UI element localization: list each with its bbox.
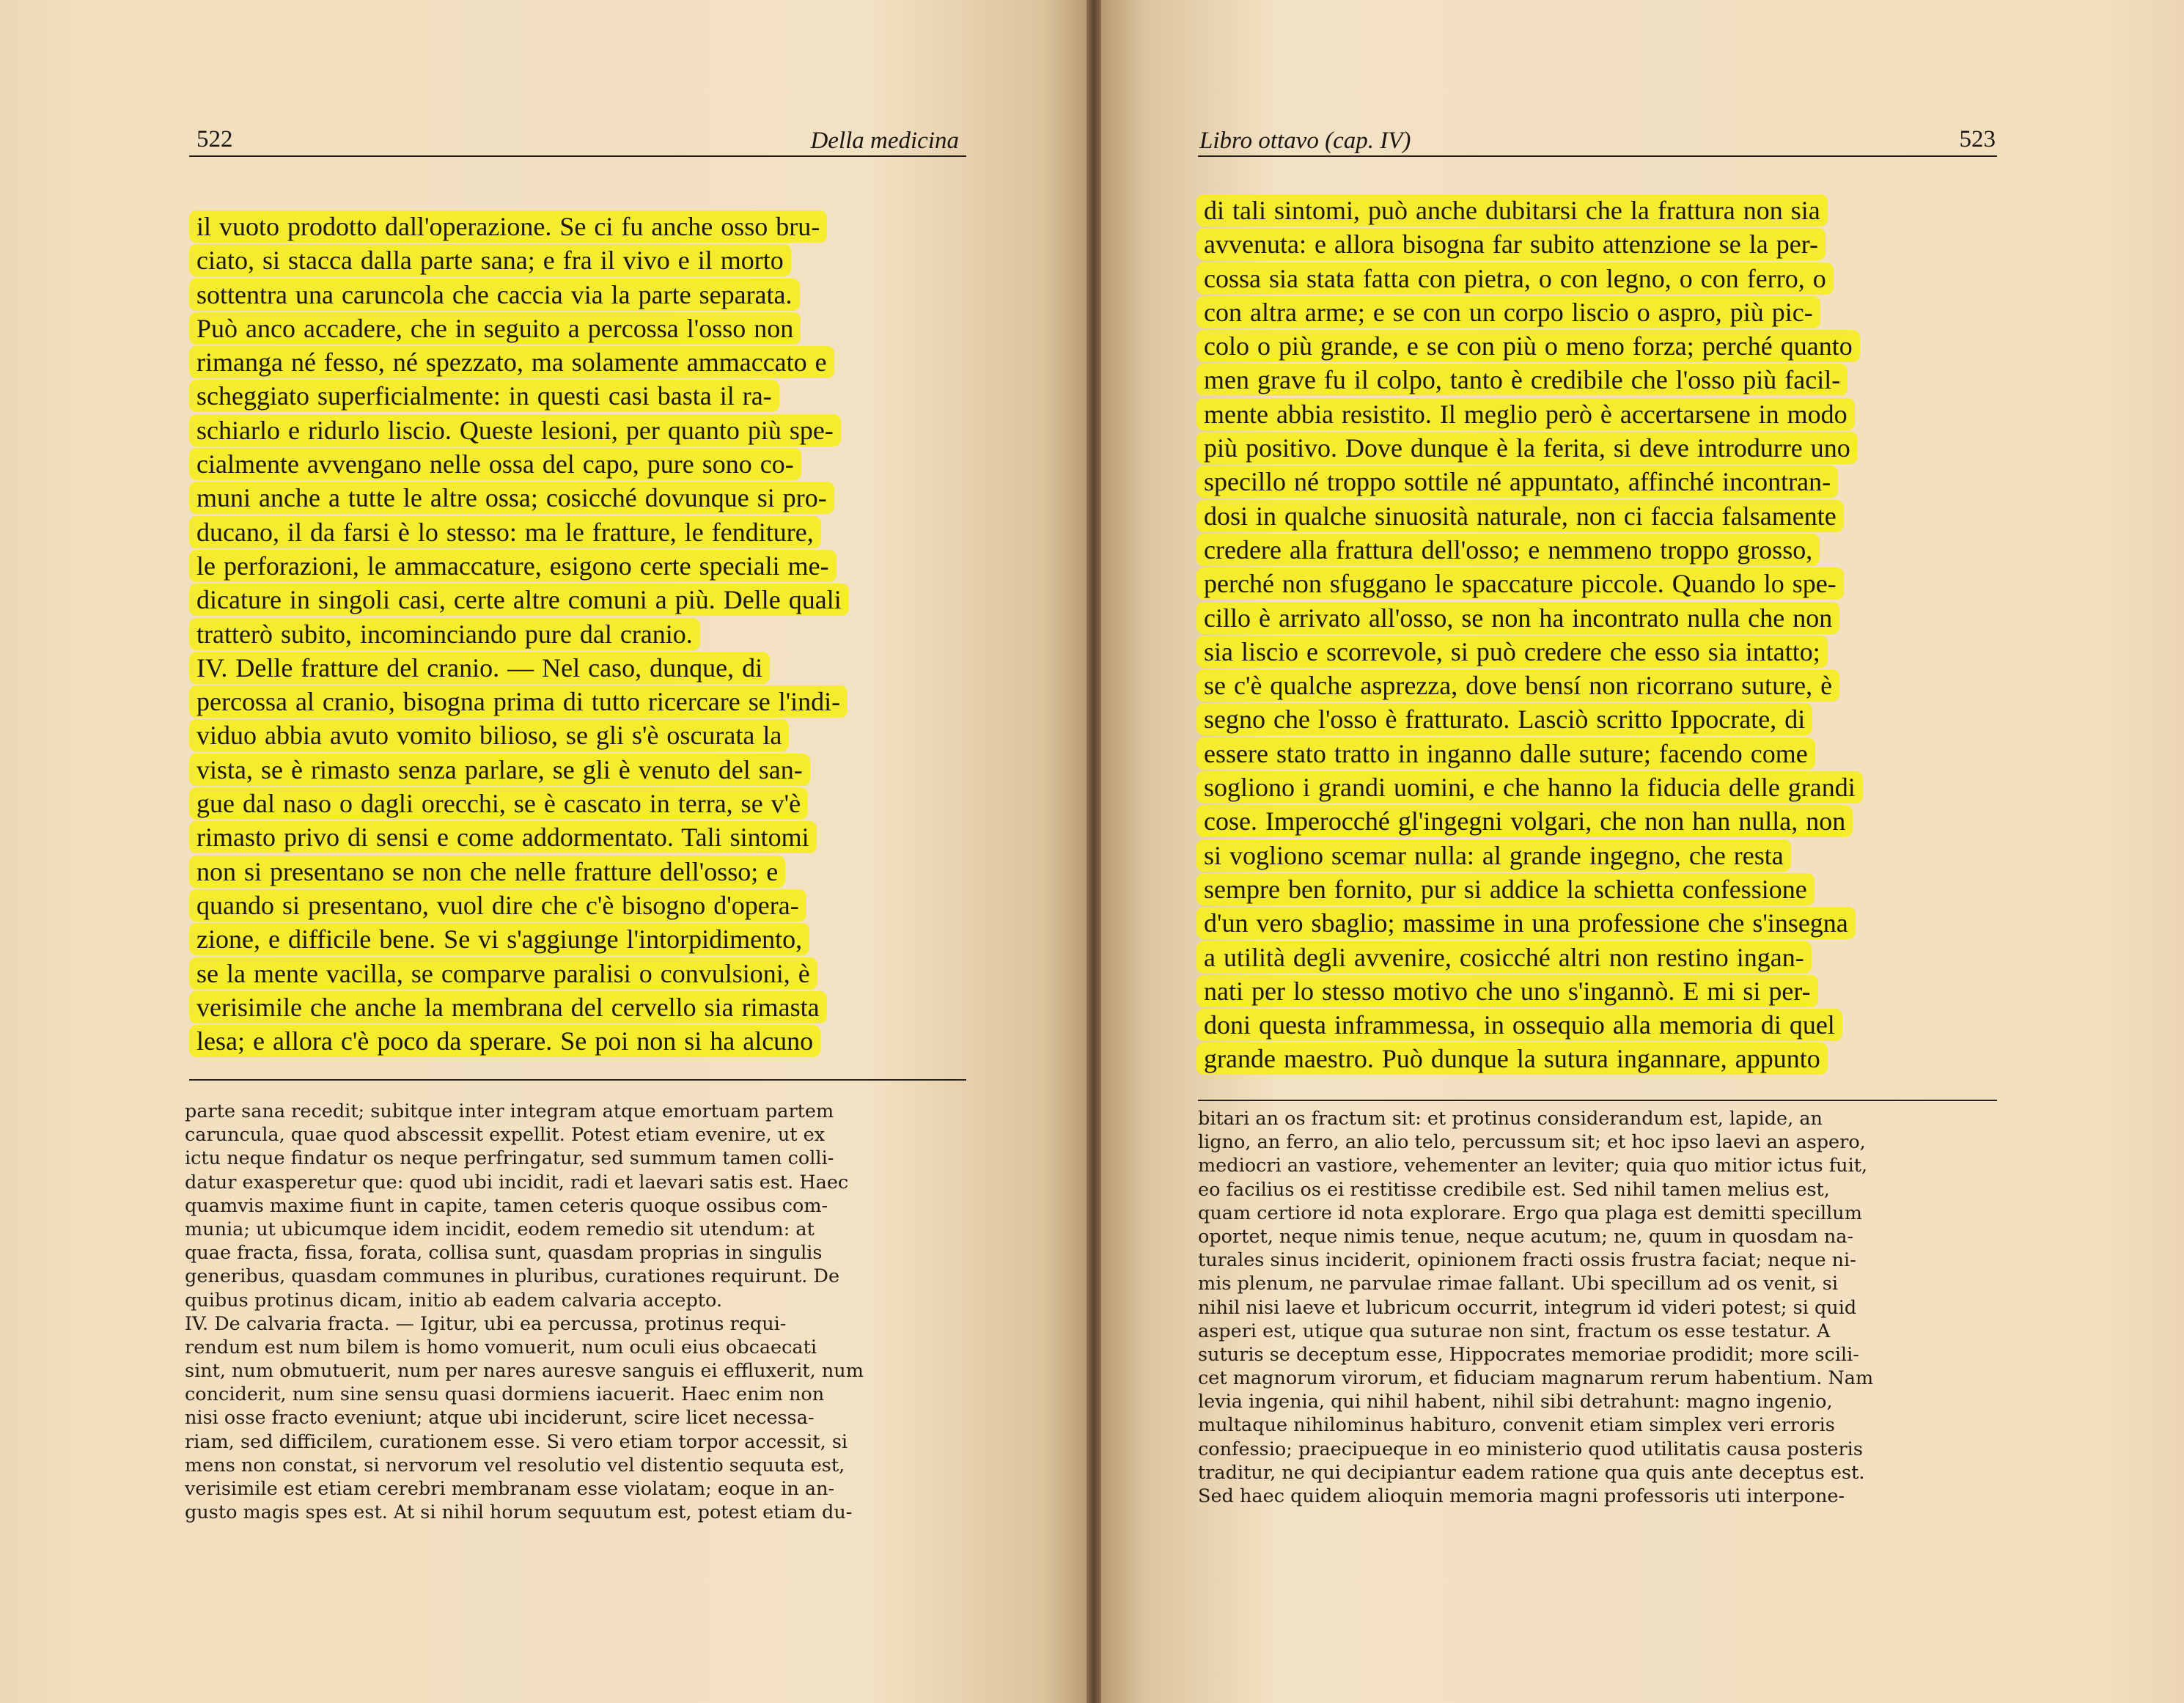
text-line — [1196, 1008, 1999, 1042]
text-line — [1196, 872, 1999, 906]
text-line — [189, 583, 966, 617]
text-line — [1196, 397, 1999, 431]
text-line — [1196, 1042, 1999, 1075]
text-line — [189, 1024, 966, 1058]
highlighted-text: nati per lo stesso motivo che uno s'ingannò. E mi si per- — [1196, 975, 1818, 1007]
book-gutter — [1087, 0, 1101, 1703]
highlighted-text: sia liscio e scorrevole, si può credere che esso sia intatto; — [1196, 636, 1828, 668]
highlighted-text: doni questa inframmessa, in ossequio alla memoria di quel — [1196, 1009, 1842, 1041]
highlighted-text: ciato, si stacca dalla parte sana; e fra il vivo e il morto — [189, 244, 791, 276]
text-line — [1196, 702, 1999, 736]
highlighted-text: sottentra una caruncola che caccia via la parte separata. — [189, 279, 800, 311]
page-number: 522 — [196, 126, 233, 152]
highlighted-text: dicature in singoli casi, certe altre comuni a più. Delle quali — [189, 584, 849, 616]
text-line — [189, 210, 966, 243]
highlighted-text: percossa al cranio, bisogna prima di tutto ricercare se l'indi- — [189, 685, 848, 718]
footnote-line: quibus protinus dicam, initio ab eadem calvaria accepto. — [185, 1289, 723, 1312]
text-line — [189, 753, 966, 787]
footnote-rule — [189, 1079, 966, 1081]
text-line — [189, 345, 966, 379]
footnote-line: conciderit, num sine sensu quasi dormiens iacuerit. Haec enim non — [185, 1383, 825, 1406]
footnote-line: riam, sed difficilem, curationem esse. Si vero etiam torpor accessit, si — [185, 1430, 848, 1453]
text-line — [1196, 431, 1999, 465]
text-line — [1196, 974, 1999, 1008]
highlighted-text: sogliono i grandi uomini, e che hanno la fiducia delle grandi — [1196, 771, 1863, 803]
text-line — [1196, 465, 1999, 499]
footnote-line: mens non constat, si nervorum vel resolutio vel distentio sequuta est, — [185, 1454, 845, 1476]
footnote-line: asperi est, utique qua suturae non sint, fractum os esse testatur. A — [1198, 1320, 1831, 1342]
right-page-header — [1198, 126, 1997, 157]
left-page-header — [189, 126, 966, 157]
text-line — [1196, 295, 1999, 329]
highlighted-text: cillo è arrivato all'osso, se non ha incontrato nulla che non — [1196, 602, 1839, 634]
highlighted-text: specillo né troppo sottile né appuntato, affinché incontran- — [1196, 466, 1838, 498]
highlighted-text: colo o più grande, e se con più o meno forza; perché quanto — [1196, 330, 1860, 362]
footnote-line: nisi osse fracto eveniunt; atque ubi inciderunt, scire licet necessa- — [185, 1407, 815, 1430]
highlighted-text: lesa; e allora c'è poco da sperare. Se poi non si ha alcuno — [189, 1025, 820, 1057]
footnote-line: quae fracta, fissa, forata, collisa sunt, quasdam proprias in singulis — [185, 1242, 823, 1265]
text-line — [1196, 804, 1999, 838]
highlighted-text: cialmente avvengano nelle ossa del capo, pure sono co- — [189, 448, 801, 480]
highlighted-text: muni anche a tutte le altre ossa; cosicché dovunque si pro- — [189, 482, 834, 514]
footnote-line: mediocri an vastiore, vehementer an leviter; quia quo mitior ictus fuit, — [1198, 1155, 1868, 1177]
footnote-line: verisimile est etiam cerebri membranam esse violatam; eoque in an- — [185, 1478, 835, 1500]
highlighted-text: tratterò subito, incominciando pure dal cranio. — [189, 618, 700, 650]
left-main-text — [189, 210, 966, 1058]
footnote-line: rendum est num bilem is homo vomuerit, num oculi eius obcaecati — [185, 1336, 817, 1358]
footnote-line: ligno, an ferro, an alio telo, percussum sit; et hoc ipso laevi an aspero, — [1198, 1131, 1866, 1154]
text-line — [189, 685, 966, 718]
right-main-text — [1196, 194, 1999, 1076]
footnote-line: eo facilius os ei restitisse credibile est. Sed nihil tamen melius est, — [1198, 1178, 1830, 1201]
highlighted-text: ducano, il da farsi è lo stesso: ma le fratture, le fenditure, — [189, 516, 821, 548]
text-line — [189, 957, 966, 990]
footnote-line: sint, num obmutuerit, num per nares auresve sanguis ei effluxerit, num — [185, 1360, 864, 1383]
highlighted-text: Può anco accadere, che in seguito a percossa l'osso non — [189, 312, 801, 345]
text-line — [189, 718, 966, 752]
highlighted-text: il vuoto prodotto dall'operazione. Se ci fu anche osso bru- — [189, 210, 827, 243]
text-line — [189, 515, 966, 549]
highlighted-text: zione, e difficile bene. Se vi s'aggiunge l'intorpidimento, — [189, 923, 809, 955]
text-line — [1196, 227, 1999, 261]
highlighted-text: le perforazioni, le ammaccature, esigono certe speciali me- — [189, 550, 837, 582]
highlighted-text: non si presentano se non che nelle fratture dell'osso; e — [189, 856, 785, 888]
footnote-line: levia ingenia, qui nihil habent, nihil sibi detrahunt: magno ingenio, — [1198, 1391, 1833, 1413]
text-line — [189, 379, 966, 413]
text-line — [189, 855, 966, 889]
running-title: Della medicina — [810, 128, 959, 154]
running-title: Libro ottavo (cap. IV) — [1199, 128, 1411, 154]
highlighted-text: dosi in qualche sinuosità naturale, non ci faccia falsamente — [1196, 500, 1844, 532]
text-line — [189, 922, 966, 956]
text-line — [1196, 567, 1999, 600]
highlighted-text: cose. Imperocché gl'ingegni volgari, che non han nulla, non — [1196, 805, 1853, 837]
text-line — [1196, 669, 1999, 702]
highlighted-text: con altra arme; e se con un corpo liscio o aspro, più pic- — [1196, 296, 1820, 328]
highlighted-text: viduo abbia avuto vomito bilioso, se gli s'è oscurata la — [189, 719, 789, 751]
text-line — [1196, 363, 1999, 397]
right-footnote-latin — [1198, 1107, 1997, 1508]
right-page — [1101, 0, 2184, 1703]
highlighted-text: mente abbia resistito. Il meglio però è accertarsene in modo — [1196, 398, 1855, 430]
text-line — [1196, 737, 1999, 770]
footnote-line: generibus, quasdam communes in pluribus, curationes requirunt. De — [185, 1265, 840, 1288]
highlighted-text: vista, se è rimasto senza parlare, se gli è venuto del san- — [189, 754, 810, 786]
footnote-line: caruncula, quae quod abscessit expellit. Potest etiam evenire, ut ex — [185, 1124, 826, 1147]
text-line — [189, 617, 966, 651]
highlighted-text: quando si presentano, vuol dire che c'è bisogno d'opera- — [189, 889, 806, 922]
footnote-line: munia; ut ubicumque idem incidit, eodem remedio sit utendum: at — [185, 1218, 815, 1240]
highlighted-text: men grave fu il colpo, tanto è credibile che l'osso più facil- — [1196, 364, 1847, 396]
highlighted-text: scheggiato superficialmente: in questi casi basta il ra- — [189, 380, 779, 412]
highlighted-text: rimanga né fesso, né spezzato, ma solamente ammaccato e — [189, 346, 834, 378]
highlighted-text: grande maestro. Può dunque la sutura ingannare, appunto — [1196, 1042, 1828, 1075]
footnote-line: cet magnorum virorum, et fiduciam magnarum rerum habentium. Nam — [1198, 1367, 1874, 1390]
highlighted-text: si vogliono scemar nulla: al grande ingegno, che resta — [1196, 839, 1791, 872]
highlighted-text: cossa sia stata fatta con pietra, o con legno, o con ferro, o — [1196, 262, 1834, 295]
footnote-line: confessio; praecipueque in eo ministerio quod utilitatis causa posteris — [1198, 1438, 1863, 1460]
text-line — [189, 820, 966, 854]
text-line — [189, 651, 966, 685]
text-line — [1196, 839, 1999, 872]
text-line — [1196, 499, 1999, 533]
footnote-line: Sed haec quidem alioquin memoria magni professoris uti interpone- — [1198, 1485, 1845, 1507]
highlighted-text: rimasto privo di sensi e come addormentato. Tali sintomi — [189, 821, 817, 853]
left-footnote-latin — [185, 1100, 969, 1524]
text-line — [189, 312, 966, 345]
highlighted-text: d'un vero sbaglio; massime in una professione che s'insegna — [1196, 907, 1856, 939]
page-number: 523 — [1959, 126, 1996, 152]
text-line — [1196, 533, 1999, 567]
highlighted-text: essere stato tratto in inganno dalle suture; facendo come — [1196, 738, 1815, 770]
text-line — [1196, 262, 1999, 295]
highlighted-text: se c'è qualche asprezza, dove bensí non ricorrano suture, è — [1196, 669, 1839, 702]
footnote-line: bitari an os fractum sit: et protinus considerandum est, lapide, an — [1198, 1108, 1823, 1130]
footnote-line: gusto magis spes est. At si nihil horum sequutum est, potest etiam du- — [185, 1501, 853, 1524]
footnote-line: ictu neque findatur os neque perfringatur, sed summum tamen colli- — [185, 1147, 834, 1170]
footnote-line: mis plenum, ne parvulae rimae fallant. Ubi specillum ad os venit, si — [1198, 1273, 1839, 1295]
footnote-line: parte sana recedit; subitque inter integram atque emortuam partem — [185, 1100, 834, 1122]
text-line — [189, 243, 966, 277]
footnote-rule — [1198, 1100, 1997, 1101]
text-line — [1196, 941, 1999, 974]
text-line — [189, 481, 966, 515]
text-line — [1196, 601, 1999, 635]
footnote-line: datur exasperetur que: quod ubi incidit, radi et laevari satis est. Haec — [185, 1171, 849, 1193]
footnote-line: traditur, ne qui decipiantur eadem ratione qua quis ante deceptus est. — [1198, 1461, 1865, 1484]
footnote-line: IV. De calvaria fracta. — Igitur, ubi ea percussa, protinus requi- — [185, 1312, 787, 1335]
text-line — [189, 889, 966, 922]
text-line — [1196, 770, 1999, 804]
highlighted-text: se la mente vacilla, se comparve paralisi o convulsioni, è — [189, 957, 817, 990]
highlighted-text: più positivo. Dove dunque è la ferita, si deve introdurre uno — [1196, 432, 1858, 464]
highlighted-text: perché non sfuggano le spaccature piccole. Quando lo spe- — [1196, 567, 1844, 600]
text-line — [1196, 329, 1999, 363]
footnote-line: nihil nisi laeve et lubricum occurrit, integrum id videri potest; si quid — [1198, 1296, 1857, 1319]
text-line — [189, 447, 966, 481]
text-line — [1196, 194, 1999, 227]
footnote-line: suturis se deceptum esse, Hippocrates memoriae prodidit; more scili- — [1198, 1343, 1859, 1366]
highlighted-text: sempre ben fornito, pur si addice la schietta confessione — [1196, 873, 1815, 905]
text-line — [189, 549, 966, 583]
text-line — [189, 787, 966, 820]
footnote-line: quam certiore id nota explorare. Ergo qua plaga est demitti specillum — [1198, 1202, 1862, 1224]
highlighted-text: di tali sintomi, può anche dubitarsi che la frattura non sia — [1196, 194, 1828, 227]
footnote-line: multaque nihilominus habituro, convenit etiam simplex veri erroris — [1198, 1414, 1835, 1437]
text-line — [189, 278, 966, 312]
highlighted-text: avvenuta: e allora bisogna far subito attenzione se la per- — [1196, 228, 1825, 260]
text-line — [1196, 906, 1999, 940]
highlighted-text: verisimile che anche la membrana del cervello sia rimasta — [189, 991, 827, 1023]
text-line — [1196, 635, 1999, 669]
footnote-line: oportet, neque nimis tenue, neque acutum; ne, quum in quosdam na- — [1198, 1225, 1854, 1248]
highlighted-text: gue dal naso o dagli orecchi, se è cascato in terra, se v'è — [189, 787, 808, 820]
text-line — [189, 990, 966, 1024]
highlighted-text: a utilità degli avvenire, cosicché altri non restino ingan- — [1196, 941, 1812, 974]
highlighted-text: credere alla frattura dell'osso; e nemmeno troppo grosso, — [1196, 534, 1820, 566]
text-line — [189, 413, 966, 447]
highlighted-text: IV. Delle fratture del cranio. — Nel caso, dunque, di — [189, 652, 770, 684]
left-page — [0, 0, 1087, 1703]
highlighted-text: segno che l'osso è fratturato. Lasciò scritto Ippocrate, di — [1196, 703, 1812, 735]
highlighted-text: schiarlo e ridurlo liscio. Queste lesioni, per quanto più spe- — [189, 414, 841, 446]
footnote-line: quamvis maxime fiunt in capite, tamen ceteris quoque ossibus com- — [185, 1194, 828, 1217]
footnote-line: turales sinus inciderit, opinionem fracti ossis frustra faciat; neque ni- — [1198, 1249, 1856, 1272]
